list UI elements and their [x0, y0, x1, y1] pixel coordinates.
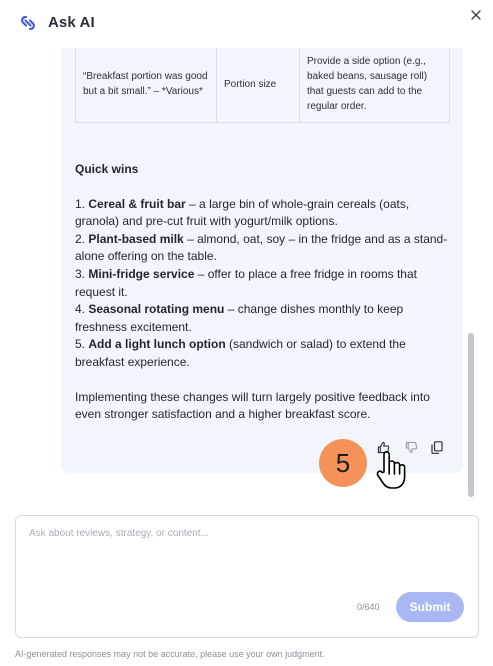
panel-header [0, 0, 493, 48]
ai-message-bubble [61, 48, 463, 473]
copy-button[interactable] [431, 440, 445, 454]
list-item-number: 5. [75, 337, 86, 352]
message-content [75, 161, 450, 424]
copy-icon [431, 441, 445, 454]
list-item-title: Seasonal rotating menu [88, 302, 225, 317]
chat-input[interactable] [29, 528, 459, 588]
scrollbar-thumb[interactable] [468, 333, 474, 497]
list-item-number: 4. [75, 302, 86, 317]
chat-scroll-area[interactable] [0, 48, 493, 500]
list-item-text: – offer to place a free fridge in rooms that request it. [75, 266, 417, 299]
list-item-title: Cereal & fruit bar [88, 196, 186, 211]
list-item-number: 1. [75, 196, 86, 211]
list-item [75, 196, 450, 231]
disclaimer-text: AI-generated responses may not be accurate, please use your own judgment. [15, 649, 325, 659]
list-item-title: Mini-fridge service [88, 266, 195, 281]
list-item [75, 301, 450, 336]
list-item [75, 336, 450, 371]
list-item-text: (sandwich or salad) to extend the breakfast experience. [75, 337, 406, 369]
close-icon [471, 8, 481, 23]
feedback-table [75, 48, 450, 123]
table-cell-suggestion: Provide a side option (e.g., baked beans, sausage roll) that guests can add to the regular order. [300, 48, 450, 123]
list-item-number: 2. [75, 231, 86, 246]
table-cell-quote: “Breakfast portion was good but a bit small.” – *Various* [76, 48, 217, 123]
chat-composer [15, 515, 479, 638]
list-item-title: Add a light lunch option [88, 337, 226, 352]
table-cell-category: Portion size [217, 48, 300, 123]
list-item [75, 266, 450, 301]
hand-pointer-cursor-icon [372, 448, 414, 492]
quick-wins-list [75, 196, 450, 372]
list-item-title: Plant-based milk [88, 231, 184, 246]
list-item-text: – almond, oat, soy – in the fridge and as a stand-alone offering on the table. [75, 231, 448, 264]
character-counter: 0/640 [357, 602, 380, 612]
closing-paragraph: Implementing these changes will turn largely positive feedback into even stronger satisfaction and a higher breakfast score. [75, 389, 430, 422]
close-button[interactable] [467, 6, 485, 24]
table-row [76, 48, 450, 123]
quick-wins-heading: Quick wins [75, 162, 139, 176]
link-spiral-icon [18, 13, 38, 33]
submit-button[interactable]: Submit [396, 592, 464, 622]
step-badge: 5 [319, 439, 367, 487]
list-item-text: – change dishes monthly to keep freshness excitement. [75, 302, 404, 334]
list-item-number: 3. [75, 266, 86, 281]
list-item-text: – a large bin of whole-grain cereals (oats, granola) and pre-cut fruit with yogurt/milk options. [75, 196, 410, 229]
list-item [75, 231, 450, 266]
panel-title: Ask AI [48, 14, 95, 31]
